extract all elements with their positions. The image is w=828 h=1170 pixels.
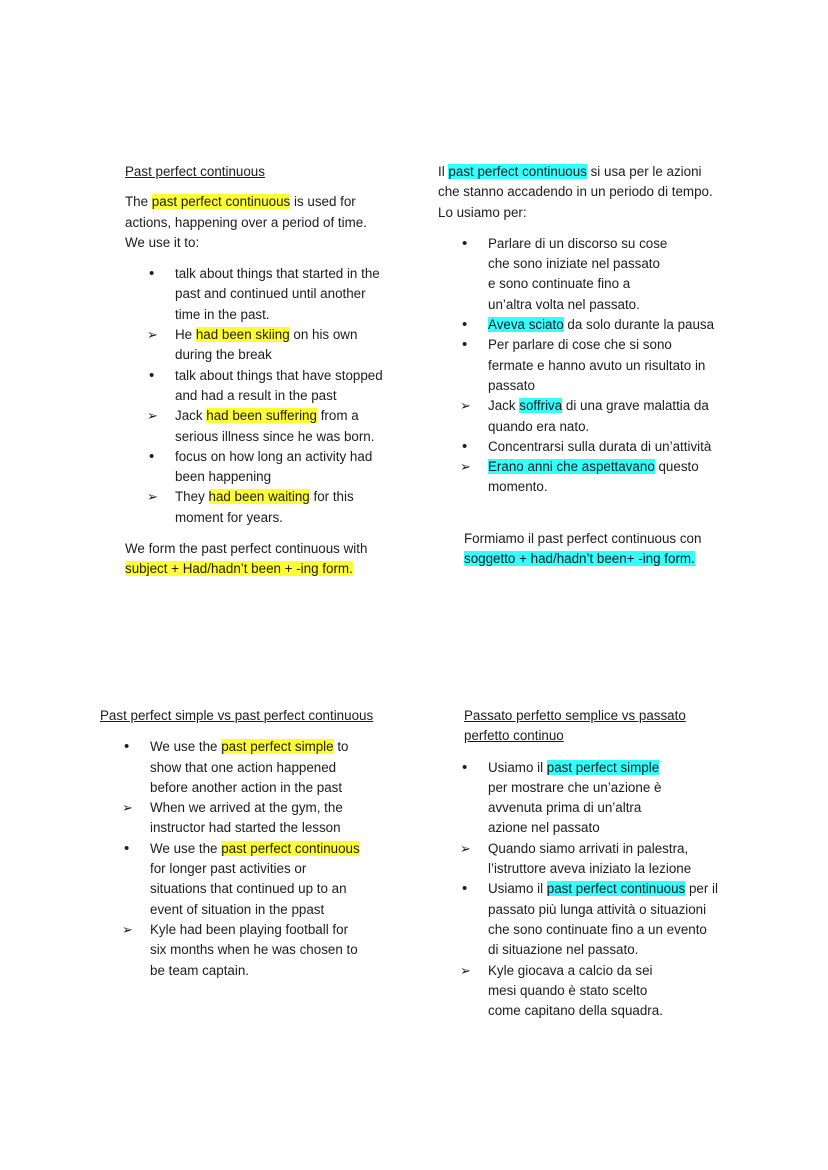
bullet-icon: • [149, 366, 155, 384]
list-item: • We use the past perfect continuous for longer past activities or situations that continued up to an event of situation in the ppast [124, 839, 360, 917]
en-continuous-list [125, 264, 390, 528]
highlight: had been waiting [208, 489, 310, 505]
en-vs-list [100, 737, 392, 981]
highlight: had been suffering [206, 408, 317, 424]
highlight: soffriva [519, 398, 563, 414]
it-vs-title: Passato perfetto semplice vs passato perfetto continuo [464, 708, 686, 744]
it-continuous-intro: Il past perfect continuous si usa per le azioni che stanno accadendo in un periodo di tempo. Lo usiamo per: [438, 164, 713, 220]
bullet-icon: • [124, 839, 130, 857]
highlight: Aveva sciato [488, 317, 564, 333]
highlight: past perfect continuous [221, 840, 360, 856]
highlight: had been skiing [195, 327, 290, 343]
list-item: ➢ Kyle giocava a calcio da sei mesi quando è stato scelto come capitano della squadra. [460, 962, 663, 1019]
en-continuous-section [125, 162, 390, 580]
highlight: subject + Had/hadn’t been + -ing form. [125, 561, 353, 577]
arrow-bullet-icon: ➢ [122, 800, 133, 816]
bullet-icon: • [149, 447, 155, 465]
arrow-bullet-icon: ➢ [460, 398, 471, 414]
list-item: ➢ Quando siamo arrivati in palestra, l’istruttore aveva iniziato la lezione [460, 840, 692, 877]
list-item: • focus on how long an activity had been happening [149, 447, 373, 485]
bullet-icon: • [149, 265, 155, 283]
highlight: soggetto + had/hadn’t been+ -ing form. [464, 551, 695, 567]
list-item: ➢ When we arrived at the gym, the instructor had started the lesson [122, 800, 343, 836]
arrow-bullet-icon: ➢ [460, 962, 471, 978]
highlight: past perfect continuous [546, 881, 686, 897]
list-item: • Parlare di un discorso su cose che sono iniziate nel passato e sono continuate fino a un’altra volta nel passato. [462, 234, 668, 312]
arrow-bullet-icon: ➢ [147, 327, 158, 343]
it-continuous-list [438, 234, 730, 498]
it-vs-list [438, 758, 730, 1022]
highlight: past perfect simple [546, 759, 660, 775]
highlight: Erano anni che aspettavano [488, 459, 655, 475]
bullet-icon: • [462, 336, 468, 354]
highlight: past perfect simple [221, 739, 334, 755]
list-item: ➢ Erano anni che aspettavano questo momento. [460, 459, 699, 495]
list-item: • Usiamo il past perfect simple per mostrare che un’azione è avvenuta prima di un’altra azione nel passato [462, 758, 662, 836]
arrow-bullet-icon: ➢ [460, 459, 471, 475]
bullet-icon: • [462, 316, 468, 334]
bullet-icon: • [462, 880, 468, 898]
en-vs-title: Past perfect simple vs past perfect continuous [100, 708, 374, 723]
arrow-bullet-icon: ➢ [122, 921, 133, 937]
it-continuous-section [438, 162, 730, 569]
list-item: • Aveva sciato da solo durante la pausa [438, 315, 730, 335]
bullet-icon: • [124, 738, 130, 756]
en-continuous-form: We form the past perfect continuous with subject + Had/hadn’t been + -ing form. [125, 541, 368, 577]
list-item: • Usiamo il past perfect continuous per il passato più lunga attività o situazioni che sono continuate fino a un evento di situazione nel passato. [462, 880, 718, 958]
list-item: • Per parlare di cose che si sono fermate e hanno avuto un risultato in passato [462, 336, 706, 393]
bullet-icon: • [462, 234, 468, 252]
it-vs-section [438, 706, 730, 1021]
arrow-bullet-icon: ➢ [147, 489, 158, 505]
list-item: ➢ They had been waiting for this moment for years. [147, 489, 354, 525]
highlight: past perfect continuous [448, 164, 587, 179]
bullet-icon: • [462, 758, 468, 776]
list-item: • talk about things that started in the past and continued until another time in the past. [149, 265, 380, 322]
highlight: past perfect continuous [151, 194, 291, 210]
en-continuous-intro: The past perfect continuous is used for actions, happening over a period of time. We use it to: [125, 194, 367, 250]
list-item: • We use the past perfect simple to show that one action happened before another action in the past [124, 738, 349, 795]
list-item: ➢ Kyle had been playing football for six months when he was chosen to be team captain. [122, 921, 358, 978]
list-item: ➢ Jack had been suffering from a serious illness since he was born. [147, 408, 375, 444]
list-item: ➢ Jack soffriva di una grave malattia da quando era nato. [460, 398, 709, 434]
it-continuous-form: Formiamo il past perfect continuous con soggetto + had/hadn’t been+ -ing form. [464, 530, 702, 567]
arrow-bullet-icon: ➢ [460, 840, 471, 856]
en-continuous-title: Past perfect continuous [125, 164, 265, 179]
list-item: • Concentrarsi sulla durata di un’attività [438, 437, 730, 457]
en-vs-section [100, 706, 392, 981]
list-item: • talk about things that have stopped and had a result in the past [149, 366, 383, 403]
list-item: ➢ He had been skiing on his own during the break [147, 327, 358, 363]
bullet-icon: • [462, 437, 468, 455]
arrow-bullet-icon: ➢ [147, 408, 158, 424]
